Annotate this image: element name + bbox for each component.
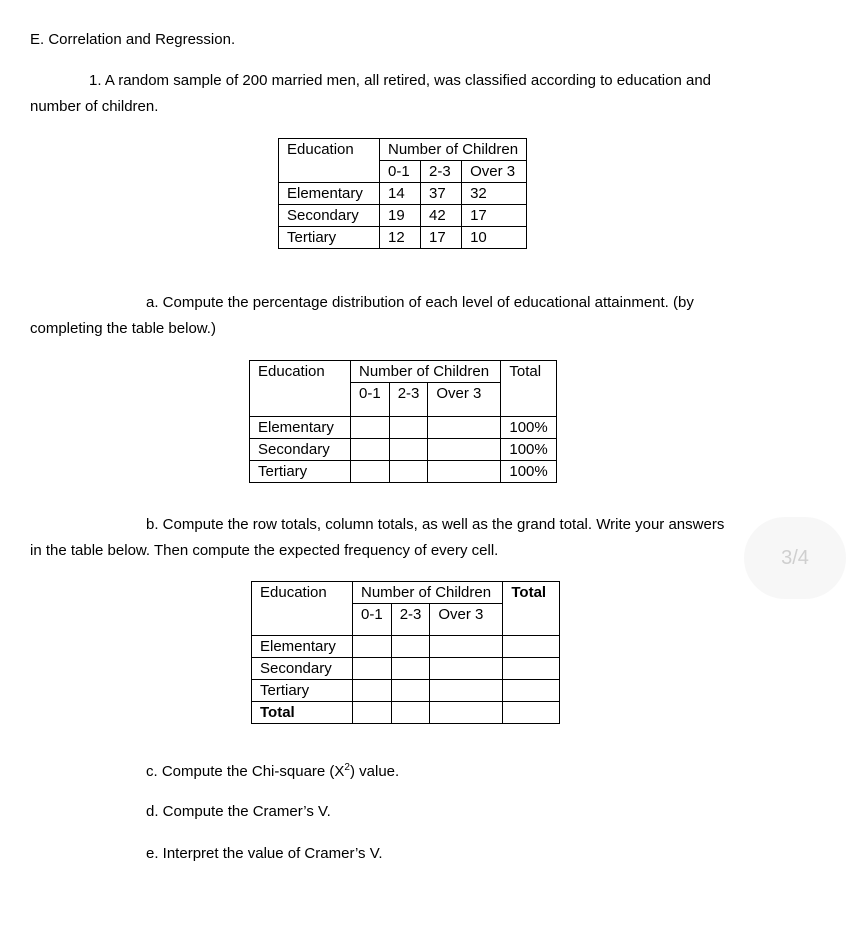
row-label-secondary: Secondary bbox=[250, 438, 351, 460]
col-header-0-1: 0-1 bbox=[380, 161, 421, 183]
header-gap bbox=[391, 625, 430, 636]
answer-cell bbox=[391, 702, 430, 724]
part-e: e. Interpret the value of Cramer’s V. bbox=[146, 845, 383, 862]
header-gap bbox=[351, 404, 390, 416]
answer-cell bbox=[351, 416, 390, 438]
education-header: Education bbox=[250, 361, 351, 383]
answer-cell bbox=[391, 658, 430, 680]
col-header-2-3: 2-3 bbox=[389, 383, 428, 405]
row-label-secondary: Secondary bbox=[279, 205, 380, 227]
row-label-elementary: Elementary bbox=[252, 636, 353, 658]
table-cell: 42 bbox=[421, 205, 462, 227]
col-header-over-3: Over 3 bbox=[430, 604, 503, 626]
header-gap bbox=[389, 404, 428, 416]
total-header-spacer bbox=[503, 604, 560, 626]
answer-cell bbox=[353, 680, 392, 702]
answer-cell bbox=[503, 636, 560, 658]
col-header-2-3: 2-3 bbox=[391, 604, 430, 626]
number-of-children-header: Number of Children bbox=[351, 361, 501, 383]
education-header: Education bbox=[279, 139, 380, 161]
section-title: E. Correlation and Regression. bbox=[30, 31, 236, 48]
header-gap bbox=[430, 625, 503, 636]
answer-cell bbox=[389, 460, 428, 482]
education-header-spacer bbox=[250, 383, 351, 405]
table-cell: 17 bbox=[462, 205, 527, 227]
row-label-tertiary: Tertiary bbox=[279, 227, 380, 249]
answer-cell bbox=[353, 636, 392, 658]
table-cell: 12 bbox=[380, 227, 421, 249]
number-of-children-header: Number of Children bbox=[353, 582, 503, 604]
children-by-education-table bbox=[278, 138, 527, 249]
col-header-0-1: 0-1 bbox=[353, 604, 392, 626]
answer-cell bbox=[391, 636, 430, 658]
part-d: d. Compute the Cramer’s V. bbox=[146, 803, 331, 820]
row-label-tertiary: Tertiary bbox=[252, 680, 353, 702]
page-indicator: 3/4 bbox=[744, 517, 846, 599]
total-header: Total bbox=[501, 361, 556, 383]
table-row bbox=[250, 460, 557, 482]
totals-and-expected-frequency-table bbox=[251, 581, 560, 724]
row-total: 100% bbox=[501, 416, 556, 438]
answer-cell bbox=[351, 460, 390, 482]
row-label-secondary: Secondary bbox=[252, 658, 353, 680]
answer-cell bbox=[503, 680, 560, 702]
part-b-line-1: b. Compute the row totals, column totals, as well as the grand total. Write your answers bbox=[146, 516, 725, 533]
row-total: 100% bbox=[501, 460, 556, 482]
answer-cell bbox=[389, 438, 428, 460]
answer-cell bbox=[428, 460, 501, 482]
table-cell: 32 bbox=[462, 183, 527, 205]
answer-cell bbox=[428, 438, 501, 460]
answer-cell bbox=[353, 658, 392, 680]
answer-cell bbox=[503, 702, 560, 724]
col-header-over-3: Over 3 bbox=[462, 161, 527, 183]
number-of-children-header: Number of Children bbox=[380, 139, 527, 161]
answer-cell bbox=[353, 702, 392, 724]
answer-cell bbox=[430, 658, 503, 680]
table-cell: 14 bbox=[380, 183, 421, 205]
answer-cell bbox=[391, 680, 430, 702]
table-cell: 17 bbox=[421, 227, 462, 249]
part-c-text: c. Compute the Chi-square (X bbox=[146, 763, 345, 780]
question-1-line-2: number of children. bbox=[30, 98, 159, 115]
answer-cell bbox=[428, 416, 501, 438]
col-header-2-3: 2-3 bbox=[421, 161, 462, 183]
total-header-spacer bbox=[501, 383, 556, 405]
part-c-superscript: 2 bbox=[344, 762, 350, 773]
col-header-0-1: 0-1 bbox=[351, 383, 390, 405]
row-label-total: Total bbox=[252, 702, 353, 724]
table-row bbox=[279, 227, 527, 249]
table-row bbox=[252, 658, 560, 680]
row-label-elementary: Elementary bbox=[279, 183, 380, 205]
table-cell: 19 bbox=[380, 205, 421, 227]
header-gap bbox=[428, 404, 501, 416]
header-gap bbox=[503, 625, 560, 636]
table-row bbox=[250, 438, 557, 460]
row-label-tertiary: Tertiary bbox=[250, 460, 351, 482]
table-row bbox=[252, 702, 560, 724]
part-a-line-1: a. Compute the percentage distribution of each level of educational attainment. (by bbox=[146, 294, 694, 311]
part-c bbox=[146, 762, 399, 780]
row-total: 100% bbox=[501, 438, 556, 460]
answer-cell bbox=[430, 702, 503, 724]
header-gap bbox=[501, 404, 556, 416]
total-header: Total bbox=[503, 582, 560, 604]
header-gap bbox=[250, 404, 351, 416]
table-row bbox=[252, 680, 560, 702]
percentage-distribution-table bbox=[249, 360, 557, 483]
question-1-line-1: 1. A random sample of 200 married men, all retired, was classified according to education and bbox=[89, 72, 712, 89]
part-a-line-2: completing the table below.) bbox=[30, 320, 216, 337]
education-header-spacer bbox=[279, 161, 380, 183]
answer-cell bbox=[389, 416, 428, 438]
answer-cell bbox=[503, 658, 560, 680]
education-header-spacer bbox=[252, 604, 353, 626]
table-cell: 10 bbox=[462, 227, 527, 249]
answer-cell bbox=[430, 680, 503, 702]
part-b-line-2: in the table below. Then compute the expected frequency of every cell. bbox=[30, 542, 499, 559]
answer-cell bbox=[430, 636, 503, 658]
header-gap bbox=[353, 625, 392, 636]
table-row bbox=[279, 205, 527, 227]
table-row bbox=[279, 183, 527, 205]
table-row bbox=[250, 416, 557, 438]
col-header-over-3: Over 3 bbox=[428, 383, 501, 405]
education-header: Education bbox=[252, 582, 353, 604]
row-label-elementary: Elementary bbox=[250, 416, 351, 438]
table-row bbox=[252, 636, 560, 658]
header-gap bbox=[252, 625, 353, 636]
part-c-text-end: ) value. bbox=[349, 763, 400, 780]
answer-cell bbox=[351, 438, 390, 460]
table-cell: 37 bbox=[421, 183, 462, 205]
